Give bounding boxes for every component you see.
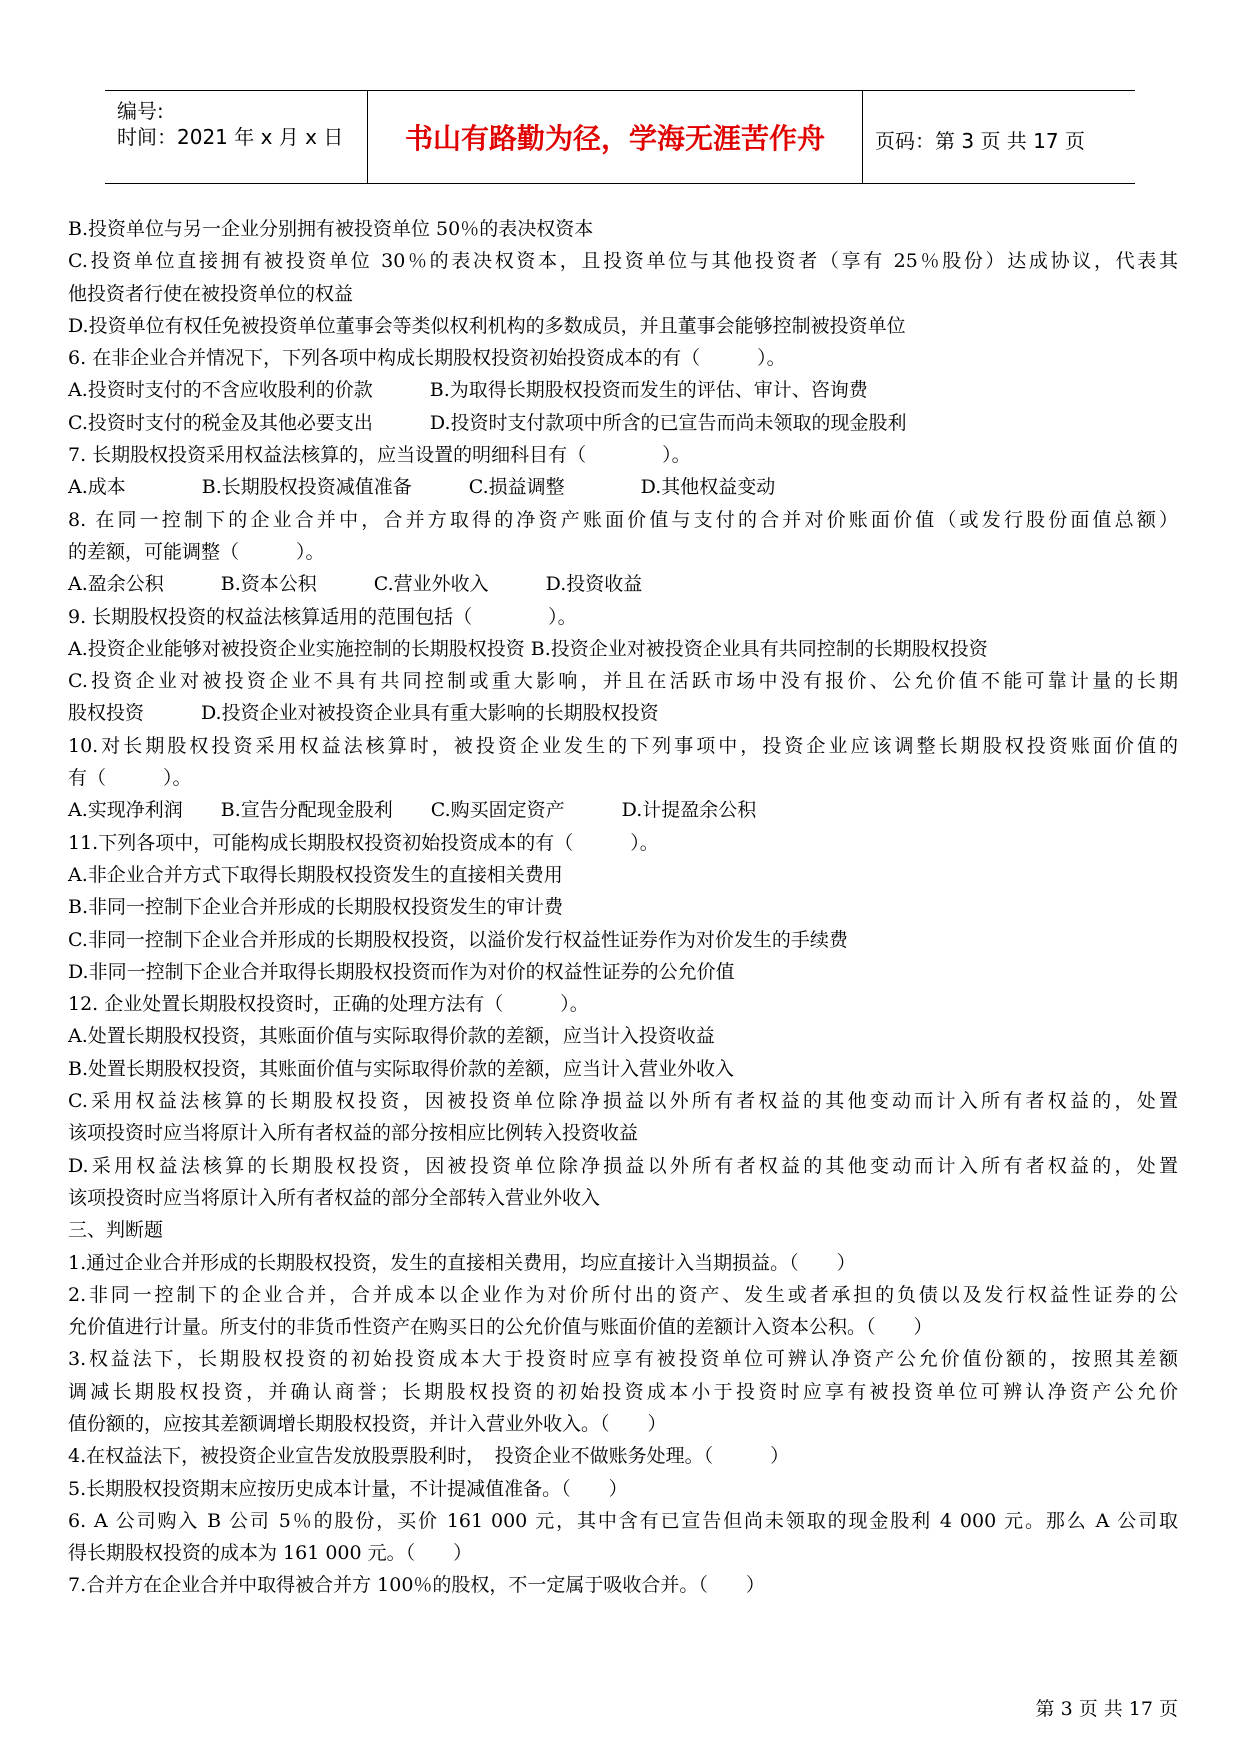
text-line: A.成本 B.长期股权投资减值准备 C.损益调整 D.其他权益变动 [68,476,776,499]
document-number-label: 编号: [117,99,164,123]
text-line: 6. A 公司购入 B 公司 5％的股份，买价 161 000 元，其中含有已宣告但尚未领取的现金股利 4 000 元。那么 A 公司取 [68,1509,1178,1532]
header-motto: 书山有路勤为径，学海无涯苦作舟 [404,122,825,155]
text-line: 12. 企业处置长期股权投资时，正确的处理方法有（ ）。 [68,993,589,1016]
text-line: 调减长期股权投资，并确认商誉；长期股权投资的初始投资成本小于投资时应享有被投资单位可辨认净资产公允价 [68,1380,1178,1403]
text-line: C.非同一控制下企业合并形成的长期股权投资，以溢价发行权益性证券作为对价发生的手续费 [68,928,848,951]
text-line: 11.下列各项中，可能构成长期股权投资初始投资成本的有（ ）。 [68,831,659,854]
page-footer: 第 3 页 共 17 页 [1035,1698,1178,1720]
text-line: 允价值进行计量。所支付的非货币性资产在购买日的公允价值与账面价值的差额计入资本公积。（ ） [68,1316,933,1339]
text-line: C.投资企业对被投资企业不具有共同控制或重大影响，并且在活跃市场中没有报价、公允价值不能可靠计量的长期 [68,670,1178,693]
text-line: B.处置长期股权投资，其账面价值与实际取得价款的差额，应当计入营业外收入 [68,1057,735,1080]
text-line: 3.权益法下，长期股权投资的初始投资成本大于投资时应享有被投资单位可辨认净资产公允价值份额的，按照其差额 [68,1348,1178,1371]
header-middle-cell [368,91,863,183]
page-header [105,90,1135,184]
text-line: 4.在权益法下，被投资企业宣告发放股票股利时， 投资企业不做账务处理。（ ） [68,1445,790,1468]
text-line: A.投资时支付的不含应收股利的价款 B.为取得长期股权投资而发生的评估、审计、咨询费 [68,379,868,402]
header-page-code: 页码：第 3 页 共 17 页 [875,129,1085,153]
text-line: C.投资单位直接拥有被投资单位 30％的表决权资本，且投资单位与其他投资者（享有 25％股份）达成协议，代表其 [68,250,1178,273]
text-line: 7. 长期股权投资采用权益法核算的，应当设置的明细科目有（ ）。 [68,444,691,467]
text-line: A.处置长期股权投资，其账面价值与实际取得价款的差额，应当计入投资收益 [68,1025,715,1048]
text-line: D.投资单位有权任免被投资单位董事会等类似权利机构的多数成员，并且董事会能够控制被投资单位 [68,314,906,337]
text-line: 值份额的，应按其差额调增长期股权投资，并计入营业外收入。（ ） [68,1412,667,1435]
text-line: 该项投资时应当将原计入所有者权益的部分全部转入营业外收入 [68,1186,601,1209]
text-line: 10.对长期股权投资采用权益法核算时，被投资企业发生的下列事项中，投资企业应该调整长期股权投资账面价值的 [68,734,1178,757]
text-line: D.采用权益法核算的长期股权投资，因被投资单位除净损益以外所有者权益的其他变动而计入所有者权益的，处置 [68,1154,1178,1177]
text-line: 8. 在同一控制下的企业合并中，合并方取得的净资产账面价值与支付的合并对价账面价值（或发行股份面值总额） [68,508,1178,531]
text-line: 得长期股权投资的成本为 161 000 元。（ ） [68,1542,473,1565]
text-line: 5.长期股权投资期末应按历史成本计量，不计提减值准备。（ ） [68,1477,628,1500]
header-left-cell [105,91,368,183]
text-line: A.投资企业能够对被投资企业实施控制的长期股权投资 B.投资企业对被投资企业具有共同控制的长期股权投资 [68,637,988,660]
text-line: C.采用权益法核算的长期股权投资，因被投资单位除净损益以外所有者权益的其他变动而计入所有者权益的，处置 [68,1090,1178,1113]
document-time-label: 时间：2021 年 x 月 x 日 [117,125,344,149]
text-line: 7.合并方在企业合并中取得被合并方 100％的股权，不一定属于吸收合并。（ ） [68,1574,765,1597]
text-line: 9. 长期股权投资的权益法核算适用的范围包括（ ）。 [68,605,577,628]
text-line: 该项投资时应当将原计入所有者权益的部分按相应比例转入投资收益 [68,1122,639,1145]
text-line: 6. 在非企业合并情况下，下列各项中构成长期股权投资初始投资成本的有（ ）。 [68,347,786,370]
text-line: B.非同一控制下企业合并形成的长期股权投资发生的审计费 [68,896,564,919]
text-line: B.投资单位与另一企业分别拥有被投资单位 50％的表决权资本 [68,218,594,240]
text-line: 1.通过企业合并形成的长期股权投资，发生的直接相关费用，均应直接计入当期损益。（ ） [68,1251,856,1274]
text-line: 他投资者行使在被投资单位的权益 [68,282,354,305]
document-body [68,213,1178,1602]
text-line: D.非同一控制下企业合并取得长期股权投资而作为对价的权益性证券的公允价值 [68,960,735,983]
text-line: 2.非同一控制下的企业合并，合并成本以企业作为对价所付出的资产、发生或者承担的负债以及发行权益性证券的公 [68,1283,1178,1306]
text-line: 的差额，可能调整（ ）。 [68,540,325,563]
text-line: 有（ ）。 [68,767,192,790]
text-line: A.实现净利润 B.宣告分配现金股利 C.购买固定资产 D.计提盈余公积 [68,799,757,822]
text-line: A.非企业合并方式下取得长期股权投资发生的直接相关费用 [68,863,563,886]
text-line: A.盈余公积 B.资本公积 C.营业外收入 D.投资收益 [68,573,643,596]
text-line: C.投资时支付的税金及其他必要支出 D.投资时支付款项中所含的已宣告而尚未领取的现金股利 [68,411,907,434]
header-right-cell [863,91,1135,183]
text-line: 股权投资 D.投资企业对被投资企业具有重大影响的长期股权投资 [68,702,659,725]
text-line: 三、判断题 [68,1219,164,1242]
